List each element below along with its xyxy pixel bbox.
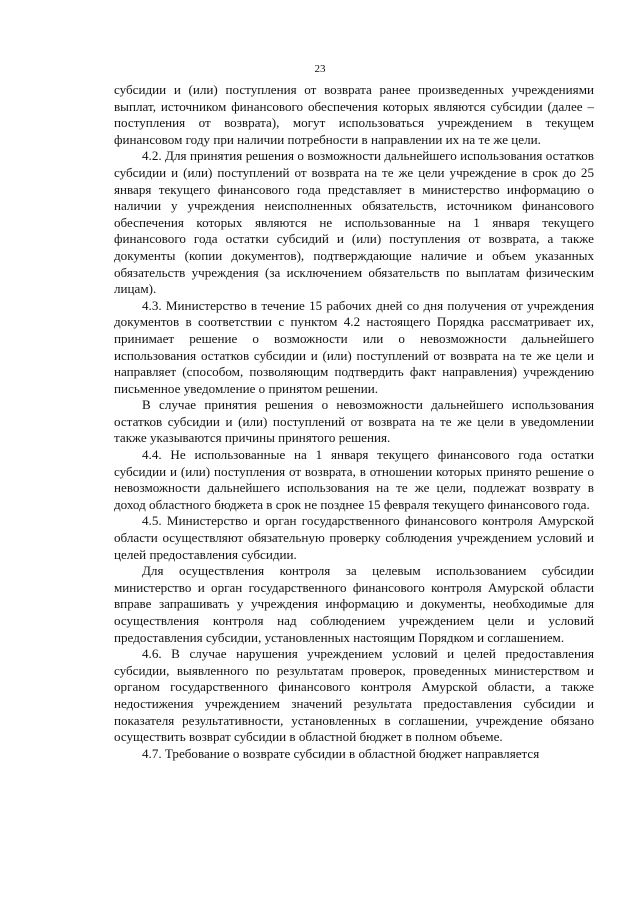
- paragraph-4-7: 4.7. Требование о возврате субсидии в областной бюджет направляется: [142, 745, 540, 761]
- paragraph-4-6: 4.6. В случае нарушения учреждением условий и целей предоставления субсидии, выявленного по результатам проверок, проведенных министерством и органом государственного финансового контроля Амурской области, а также недостижения учреждением значений результата предоставления субсидии и показателя результативности, установленных в соглашении, учреждение обязано осуществить возврат субсидии в областной бюджет в полном объеме.: [114, 646, 594, 745]
- paragraph-4-3: 4.3. Министерство в течение 15 рабочих дней со дня получения от учреждения документов в соответствии с пунктом 4.2 настоящего Порядка рассматривает их, принимает решение о возможности или о невозможности дальнейшего использования остатков субсидии и (или) поступлений от возврата на те же цели и направляет (способом, позволяющим подтвердить факт направления) учреждению письменное уведомление о принятом решении.: [114, 297, 594, 396]
- paragraph-4-5: 4.5. Министерство и орган государственного финансового контроля Амурской области осуществляют обязательную проверку соблюдения учреждением условий и целей предоставления субсидии.: [114, 513, 594, 562]
- paragraph-continuation: субсидии и (или) поступления от возврата ранее произведенных учреждениями выплат, источником финансового обеспечения которых являются субсидии (далее – поступления от возврата), могут использоваться учреждением в текущем финансовом году при наличии потребности в направлении их на те же цели.: [114, 82, 594, 147]
- paragraph-4-3-refusal: В случае принятия решения о невозможности дальнейшего использования остатков субсидии и (или) поступлений от возврата на те же цели в уведомлении также указываются причины принятого решения.: [114, 397, 594, 446]
- paragraph-4-5-control: Для осуществления контроля за целевым использованием субсидии министерство и орган государственного финансового контроля Амурской области вправе запрашивать у учреждения информацию и документы, необходимые для осуществления контроля над соблюдением учреждением цели и условий предоставления субсидии, установленных настоящим Порядком и соглашением.: [114, 563, 594, 645]
- document-body: [114, 82, 594, 762]
- paragraph-4-4: 4.4. Не использованные на 1 января текущего финансового года остатки субсидии и (или) поступления от возврата, в отношении которых принято решение о невозможности дальнейшего использования на те же цели, подлежат возврату в доход областного бюджета в срок не позднее 15 февраля текущего финансового года.: [114, 447, 594, 512]
- paragraph-4-2: 4.2. Для принятия решения о возможности дальнейшего использования остатков субсидии и (или) поступлений от возврата на те же цели учреждение в срок до 25 января текущего финансового года представляет в министерство информацию о наличии у учреждения неисполненных обязательств, источником финансового обеспечения которых являются не использованные на 1 января текущего финансового года остатки субсидий и (или) поступления от возврата, а также документы (копии документов), подтверждающие наличие и объем указанных обязательств учреждения (за исключением обязательств по выплатам физическим лицам).: [114, 148, 594, 297]
- page-number: 23: [314, 63, 326, 75]
